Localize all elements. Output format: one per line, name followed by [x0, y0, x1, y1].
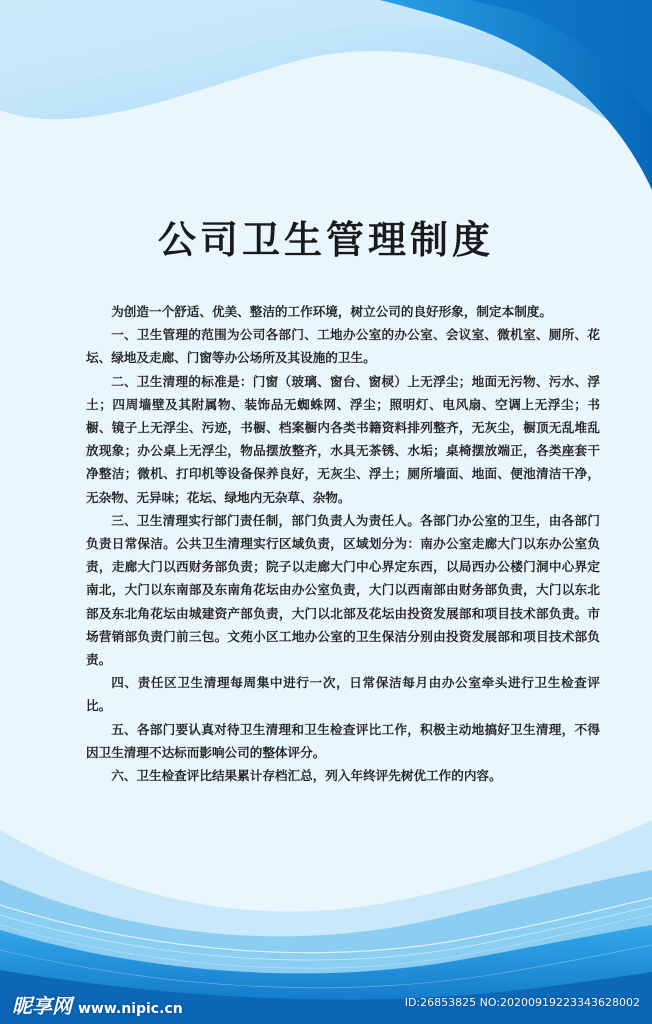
watermark-logo-text: 昵享网	[12, 994, 72, 1018]
watermark-logo	[12, 990, 183, 1019]
paragraph: 五、各部门要认真对待卫生清理和卫生检查评比工作，积极主动地搞好卫生清理，不得因卫生清理不达标而影响公司的整体评分。	[86, 721, 600, 760]
paragraph: 一、卫生管理的范围为公司各部门、工地办公室的办公室、会议室、微机室、厕所、花坛、绿地及走廊、门窗等办公场所及其设施的卫生。	[86, 327, 600, 366]
watermark-url: www.nipic.cn	[78, 1001, 183, 1017]
paragraph: 二、卫生清理的标准是：门窗（玻璃、窗台、窗棂）上无浮尘；地面无污物、污水、浮土；四周墙壁及其附属物、装饰品无蜘蛛网、浮尘；照明灯、电风扇、空调上无浮尘；书橱、镜子上无浮尘、污迹，书橱、档案橱内各类书籍资料排列整齐，无灰尘，橱顶无乱堆乱放现象；办公桌上无浮尘，物品摆放整齐，水具无茶锈、水垢；桌椅摆放端正，各类座套干净整洁；微机、打印机等设备保养良好，无灰尘、浮土；厕所墙面、地面、便池清洁干净，无杂物、无异味；花坛、绿地内无杂草、杂物。	[86, 373, 600, 505]
document-body	[86, 300, 600, 787]
paragraph: 四、责任区卫生清理每周集中进行一次，日常保洁每月由办公室牵头进行卫生检查评比。	[86, 675, 600, 714]
page-title: 公司卫生管理制度	[157, 218, 494, 262]
paragraph: 为创造一个舒适、优美、整洁的工作环境，树立公司的良好形象，制定本制度。	[111, 304, 552, 319]
paragraph: 三、卫生清理实行部门责任制，部门负责人为责任人。各部门办公室的卫生，由各部门负责日常保洁。公共卫生清理实行区域负责，区域划分为：南办公室走廊大门以东办公室负责，走廊大门以西财务部负责；院子以走廊大门中心界定东西，以局西办公楼门洞中心界定南北，大门以东南部及东南角花坛由办公室负责，大门以西南部由财务部负责，大门以东北部及东北角花坛由城建资产部负责，大门以北部及花坛由投资发展部和项目技术部负责。市场营销部负责门前三包。文苑小区工地办公室的卫生保洁分别由投资发展部和项目技术部负责。	[86, 512, 600, 668]
paragraph: 六、卫生检查评比结果累计存档汇总，列入年终评先树优工作的内容。	[111, 768, 502, 784]
watermark-id: ID:26853825 NO:20200919223343628002	[404, 996, 640, 1009]
